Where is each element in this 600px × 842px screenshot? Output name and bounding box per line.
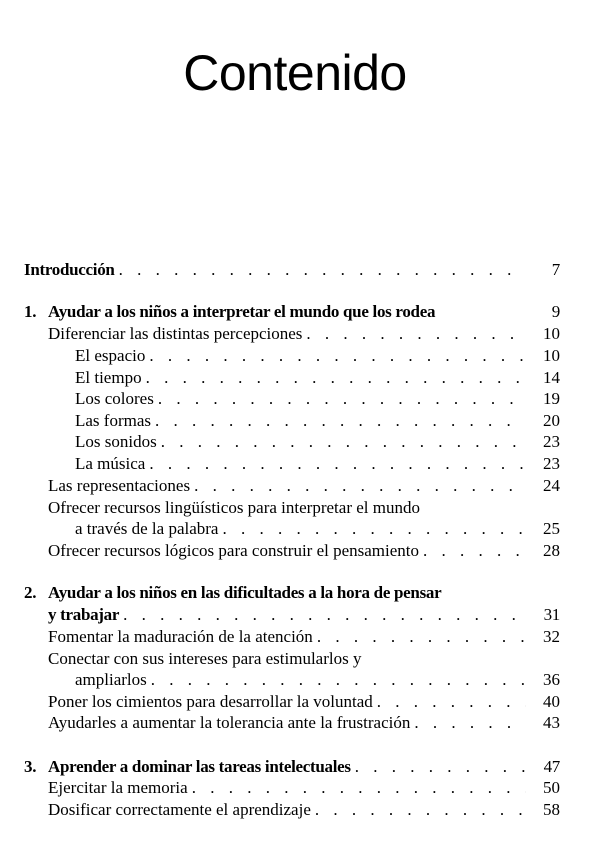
toc-entry-continuation (75, 669, 560, 690)
toc-entry-title: Introducción (24, 260, 115, 279)
toc-entry-title: Ayudar a los niños a interpretar el mundo que los rodea (48, 302, 436, 321)
toc-entry-page: 31 (543, 605, 560, 624)
toc-entry-title: Las formas (75, 411, 152, 430)
toc-entry-page: 47 (543, 757, 560, 776)
chapter-number: 2. (24, 583, 37, 602)
toc-entry (48, 540, 560, 561)
toc-entry-title: Conectar con sus intereses para estimularlos y (48, 649, 362, 668)
toc-entry-page: 28 (543, 541, 560, 560)
toc-entry-title: Fomentar la maduración de la atención (48, 627, 313, 646)
toc-entry (48, 777, 560, 798)
toc-entry-page: 50 (543, 778, 560, 797)
chapter-number: 1. (24, 302, 37, 321)
toc-entry-page: 24 (543, 476, 560, 495)
toc-entry-title: Los sonidos (75, 432, 157, 451)
toc-entry-title: El tiempo (75, 368, 142, 387)
toc-entry (48, 648, 560, 669)
toc-entry-page: 40 (543, 692, 560, 711)
toc-entry-page: 20 (543, 411, 560, 430)
toc-subentry (75, 388, 560, 409)
toc-entry-title: Aprender a dominar las tareas intelectuales (48, 757, 351, 776)
toc-entry-title: Diferenciar las distintas percepciones (48, 324, 303, 343)
toc-entry (48, 799, 560, 820)
toc-entry-page: 36 (543, 670, 560, 689)
toc-entry-title: Las representaciones (48, 476, 191, 495)
toc-entry-title: Ayudarles a aumentar la tolerancia ante la frustración (48, 713, 411, 732)
toc-entry-title: Ofrecer recursos lingüísticos para interpretar el mundo (48, 498, 420, 517)
toc-entry-page: 9 (551, 302, 560, 321)
toc-entry-page: 32 (543, 627, 560, 646)
toc-entry-page: 43 (543, 713, 560, 732)
toc-entry-page: 19 (543, 389, 560, 408)
toc-entry-page: 25 (543, 519, 560, 538)
toc-chapter-3 (24, 756, 560, 777)
toc-entry-page: 7 (551, 260, 560, 279)
toc-subentry (75, 431, 560, 452)
page-title: Contenido (183, 45, 407, 101)
toc-entry-title: El espacio (75, 346, 146, 365)
toc-entry-title: Ofrecer recursos lógicos para construir el pensamiento (48, 541, 420, 560)
toc-entry-page: 58 (543, 800, 560, 819)
toc-chapter-2-continuation (48, 604, 560, 625)
toc-entry (48, 497, 560, 518)
toc-entry-page: 10 (543, 346, 560, 365)
toc-entry (48, 475, 560, 496)
toc-entry-title: Dosificar correctamente el aprendizaje (48, 800, 311, 819)
toc-entry-page: 10 (543, 324, 560, 343)
toc-entry (48, 691, 560, 712)
toc-entry-title: Ejercitar la memoria (48, 778, 188, 797)
toc-entry-page: 23 (543, 454, 560, 473)
toc-entry-page: 14 (543, 368, 560, 387)
toc-entry (48, 626, 560, 647)
toc-subentry (75, 453, 560, 474)
toc-subentry (75, 345, 560, 366)
toc-entry-continuation (75, 518, 560, 539)
toc-subentry (75, 410, 560, 431)
toc-entry-title: Ayudar a los niños en las dificultades a la hora de pensar (48, 583, 442, 602)
toc-entry (48, 323, 560, 344)
toc-chapter-1 (24, 301, 560, 322)
toc-entry-title: Poner los cimientos para desarrollar la voluntad (48, 692, 373, 711)
toc-entry-page: 23 (543, 432, 560, 451)
toc-entry-title: La música (75, 454, 146, 473)
toc-entry (48, 712, 560, 733)
toc-entry-title: ampliarlos (75, 670, 147, 689)
toc-entry-title: y trabajar (48, 605, 120, 624)
toc-subentry (75, 367, 560, 388)
toc-entry-title: a través de la palabra (75, 519, 219, 538)
toc-entry-introduccion (24, 259, 560, 280)
toc-entry-title: Los colores (75, 389, 154, 408)
toc-chapter-2 (24, 582, 560, 603)
chapter-number: 3. (24, 757, 37, 776)
